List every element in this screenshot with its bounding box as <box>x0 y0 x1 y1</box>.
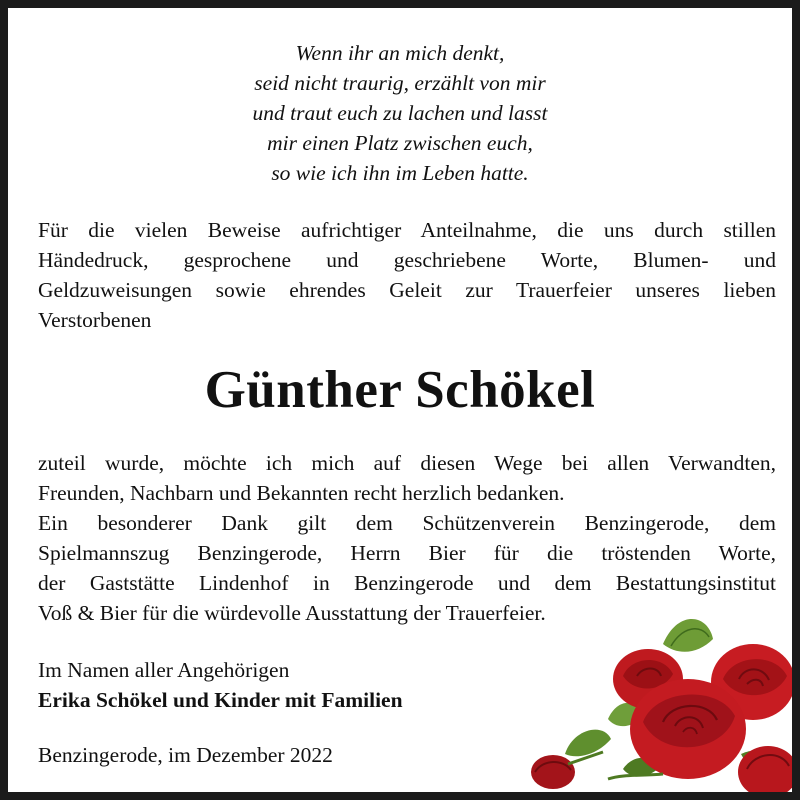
signature-names: Erika Schökel und Kinder mit Familien <box>38 688 403 712</box>
place-date: Benzingerode, im Dezember 2022 <box>38 743 333 767</box>
verse-line: und traut euch zu lachen und lasst <box>252 101 548 125</box>
roses-image <box>513 604 800 800</box>
thanks-line: Ein besonderer Dank gilt dem Schützenverein Benzingerode, dem <box>38 511 776 535</box>
intro-paragraph <box>38 215 776 335</box>
thanks-line: Spielmannszug Benzingerode, Herrn Bier für die tröstenden Worte, <box>38 541 776 565</box>
verse-line: seid nicht traurig, erzählt von mir <box>254 71 546 95</box>
thanks-line: zuteil wurde, möchte ich mich auf diesen Wege bei allen Verwandten, <box>38 451 776 475</box>
intro-line: Händedruck, gesprochene und geschriebene Worte, Blumen- und <box>38 248 776 272</box>
verse-line: Wenn ihr an mich denkt, <box>295 41 505 65</box>
signature-block <box>38 655 403 715</box>
thanks-line: Voß & Bier für die würdevolle Ausstattung der Trauerfeier. <box>38 601 546 625</box>
memorial-verse <box>8 38 792 188</box>
intro-line: Verstorbenen <box>38 308 152 332</box>
signature-intro: Im Namen aller Angehörigen <box>38 658 290 682</box>
verse-line: so wie ich ihn im Leben hatte. <box>271 161 529 185</box>
thanks-paragraph <box>38 448 776 628</box>
intro-line: Für die vielen Beweise aufrichtiger Anteilnahme, die uns durch stillen <box>38 218 776 242</box>
thanks-line: Freunden, Nachbarn und Bekannten recht herzlich bedanken. <box>38 481 565 505</box>
deceased-name: Günther Schökel <box>204 361 596 419</box>
thanks-line: der Gaststätte Lindenhof in Benzingerode und dem Bestattungsinstitut <box>38 571 776 595</box>
intro-line: Geldzuweisungen sowie ehrendes Geleit zur Trauerfeier unseres lieben <box>38 278 776 302</box>
verse-line: mir einen Platz zwischen euch, <box>267 131 533 155</box>
